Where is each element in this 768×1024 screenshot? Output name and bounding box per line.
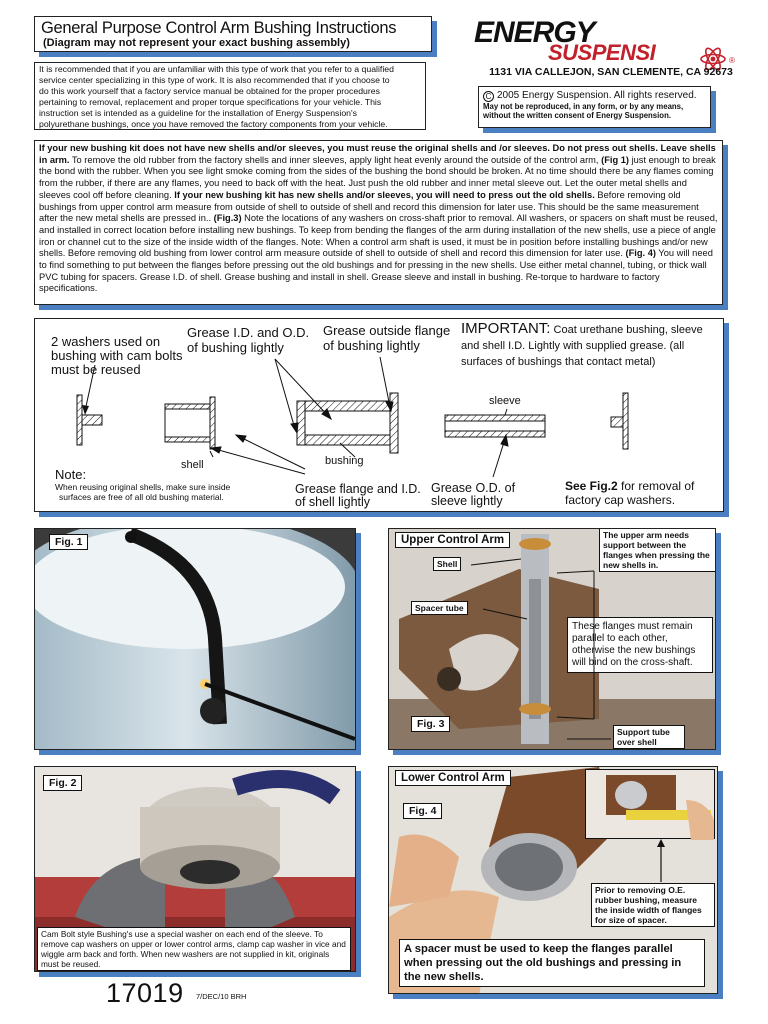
grease-sleeve-label: Grease O.D. of sleeve lightly — [431, 481, 516, 508]
fig4-panel — [388, 766, 718, 994]
fig3-heading: Upper Control Arm — [395, 532, 510, 548]
see-fig2-label: See Fig.2 for removal of factory cap washers. — [565, 479, 695, 507]
washer-right-drawing — [611, 393, 628, 449]
fig3-support-callout: The upper arm needs support between the flanges when pressing the new shells in. — [599, 529, 716, 572]
part-number: 17019 — [106, 978, 184, 1008]
fig3-spacer-callout: Spacer tube — [411, 601, 468, 615]
logo-energy-text: ENERGY — [474, 16, 595, 49]
fig3-flanges-callout: These flanges must remain parallel to each other, otherwise the new bushings will bind on the cross-shaft. — [567, 617, 713, 673]
fig3-shell-callout: Shell — [433, 557, 461, 571]
bushing-label: bushing — [325, 455, 364, 467]
fig2-panel — [34, 766, 356, 972]
fig3-tag: Fig. 3 — [411, 716, 450, 732]
copyright-icon: C — [483, 91, 494, 102]
sleeve-drawing — [445, 415, 545, 437]
recommendation-line: pertaining to removal, replacement and proper torque specifications for your vehicle. This — [39, 97, 382, 107]
shell-label: shell — [181, 459, 204, 471]
recommendation-line: do this work yourself that a factory service manual be obtained for the proper procedures — [39, 86, 380, 96]
fig2-caption: Cam Bolt style Bushing's use a special washer on each end of the sleeve. To remove cap washers on upper or lower control arms, clamp cap washer in vice and wiggle arm back and forth. When new washers are not supplied in kit, originals must be reused. — [37, 927, 351, 971]
copyright-box — [478, 86, 711, 128]
grease-flange-label: Grease outside flange of bushing lightly — [323, 323, 451, 353]
energy-suspension-logo — [472, 16, 742, 64]
washers-label: 2 washers used on bushing with cam bolts must be reused — [51, 334, 183, 377]
fig1-photo — [35, 529, 356, 750]
fig3-callout-arrows — [389, 529, 716, 750]
registered-mark: ® — [729, 56, 735, 65]
copyright-text: 2005 Energy Suspension. All rights reserved. — [497, 90, 697, 101]
fig1-panel — [34, 528, 356, 750]
page-title: General Purpose Control Arm Bushing Instructions — [41, 19, 397, 37]
instructions-box — [34, 140, 723, 305]
fig1-tag: Fig. 1 — [49, 534, 88, 550]
fig4-tag: Fig. 4 — [403, 803, 442, 819]
fig2-tag: Fig. 2 — [43, 775, 82, 791]
grease-id-od-label: Grease I.D. and O.D. of bushing lightly — [187, 325, 310, 355]
recommendation-line: instruction set is intended as a guideline for the installation of Energy Suspension's — [39, 108, 357, 118]
company-address: 1131 VIA CALLEJON, SAN CLEMENTE, CA 92673 — [489, 66, 733, 78]
recommendation-line: It is recommended that if you are unfamiliar with this type of work that you refer to a qualified — [39, 64, 394, 74]
fig4-spacer-note: A spacer must be used to keep the flanges parallel when pressing out the old bushings and pressing in the new shells. — [399, 939, 705, 987]
fig4-heading: Lower Control Arm — [395, 770, 511, 786]
title-box — [34, 16, 432, 52]
shell-drawing — [165, 397, 215, 449]
important-note: IMPORTANT: Coat urethane bushing, sleeve and shell I.D. Lightly with supplied grease. (all surfaces of bushings that contact metal) — [461, 320, 703, 368]
instructions-text: If your new bushing kit does not have new shells and/or sleeves, you must reuse the original shells and /or sleeves. Do not press out shells. Leave shells in arm. To remove the old rubber from the factory shells and inner sleeves, apply light heat evenly around the outside of the control arm, (Fig 1) just enough to break the bond with the rubber. When you see light smoke coming from the sides of the bushing the bond should be broken. At no time should there be any flames coming from the rubber, if there are any flames, you need to back off with the heat. Just push the old rubber and inner metal sleeve out. Let the outer metal shells and sleeves cool off before cleaning. If your new bushing kit has new shells and/or sleeves, you will need to press out the old shells. Before removing old bushings from upper control arm measure from outside of shell to outside of shell and record this dimension for later use. This should be the same measurement after the new metal shells are pressed in.. (Fig.3) Note the locations of any washers on cross-shaft prior to removal. All washers, or spacers on shaft must be reused, and installed in correct location before installing new bushings. To keep from bending the flanges of the arm during installation of the new shells, use a piece of angle iron or channel cut to the size of the inside width of the flanges. Note: When a control arm shaft is used, it must be in position before installing bushings and/or new shells. Before removing old bushing from lower control arm measure outside of shell to outside of shell and record this dimension for later use. (Fig. 4) You will need to find something to put between the flanges before pressing out the old bushings and for pressing in the new shells. Use either metal channel, tubing, or thick wall PVC tubing for spacers. Grease I.D. of shell. Grease bushing and install in shell. Grease sleeve and install in bushing. Re-torque to hardware to factory specifications. — [39, 143, 718, 294]
washer-left-drawing — [77, 395, 102, 445]
bushing-drawing — [297, 393, 398, 453]
recommendation-line: polyurethane bushings, once you have removed the factory components from your vehicle. — [39, 119, 388, 129]
copyright-note: May not be reproduced, in any form, or by any means, without the written consent of Energy Suspension. — [483, 102, 684, 120]
fig4-prior-callout: Prior to removing O.E. rubber bushing, measure the inside width of flanges for size of spacer. — [591, 883, 715, 927]
bushing-diagram — [34, 318, 724, 512]
note-label: Note: When reusing original shells, make sure inside surfaces are free of all old bushing material. — [55, 467, 231, 502]
grease-shell-label: Grease flange and I.D. of shell lightly — [295, 482, 421, 509]
fig3-panel — [388, 528, 716, 750]
page-subtitle: (Diagram may not represent your exact bushing assembly) — [43, 37, 350, 49]
part-date: 7/DEC/10 BRH — [196, 992, 247, 1001]
recommendation-box — [34, 62, 426, 130]
recommendation-line: service center specializing in this type of work. It is also recommended that if you choose to — [39, 75, 390, 85]
logo-suspension-text: SUSPENSI — [548, 40, 656, 65]
sleeve-label: sleeve — [489, 395, 521, 407]
fig3-support-tube-callout: Support tube over shell — [613, 725, 685, 749]
